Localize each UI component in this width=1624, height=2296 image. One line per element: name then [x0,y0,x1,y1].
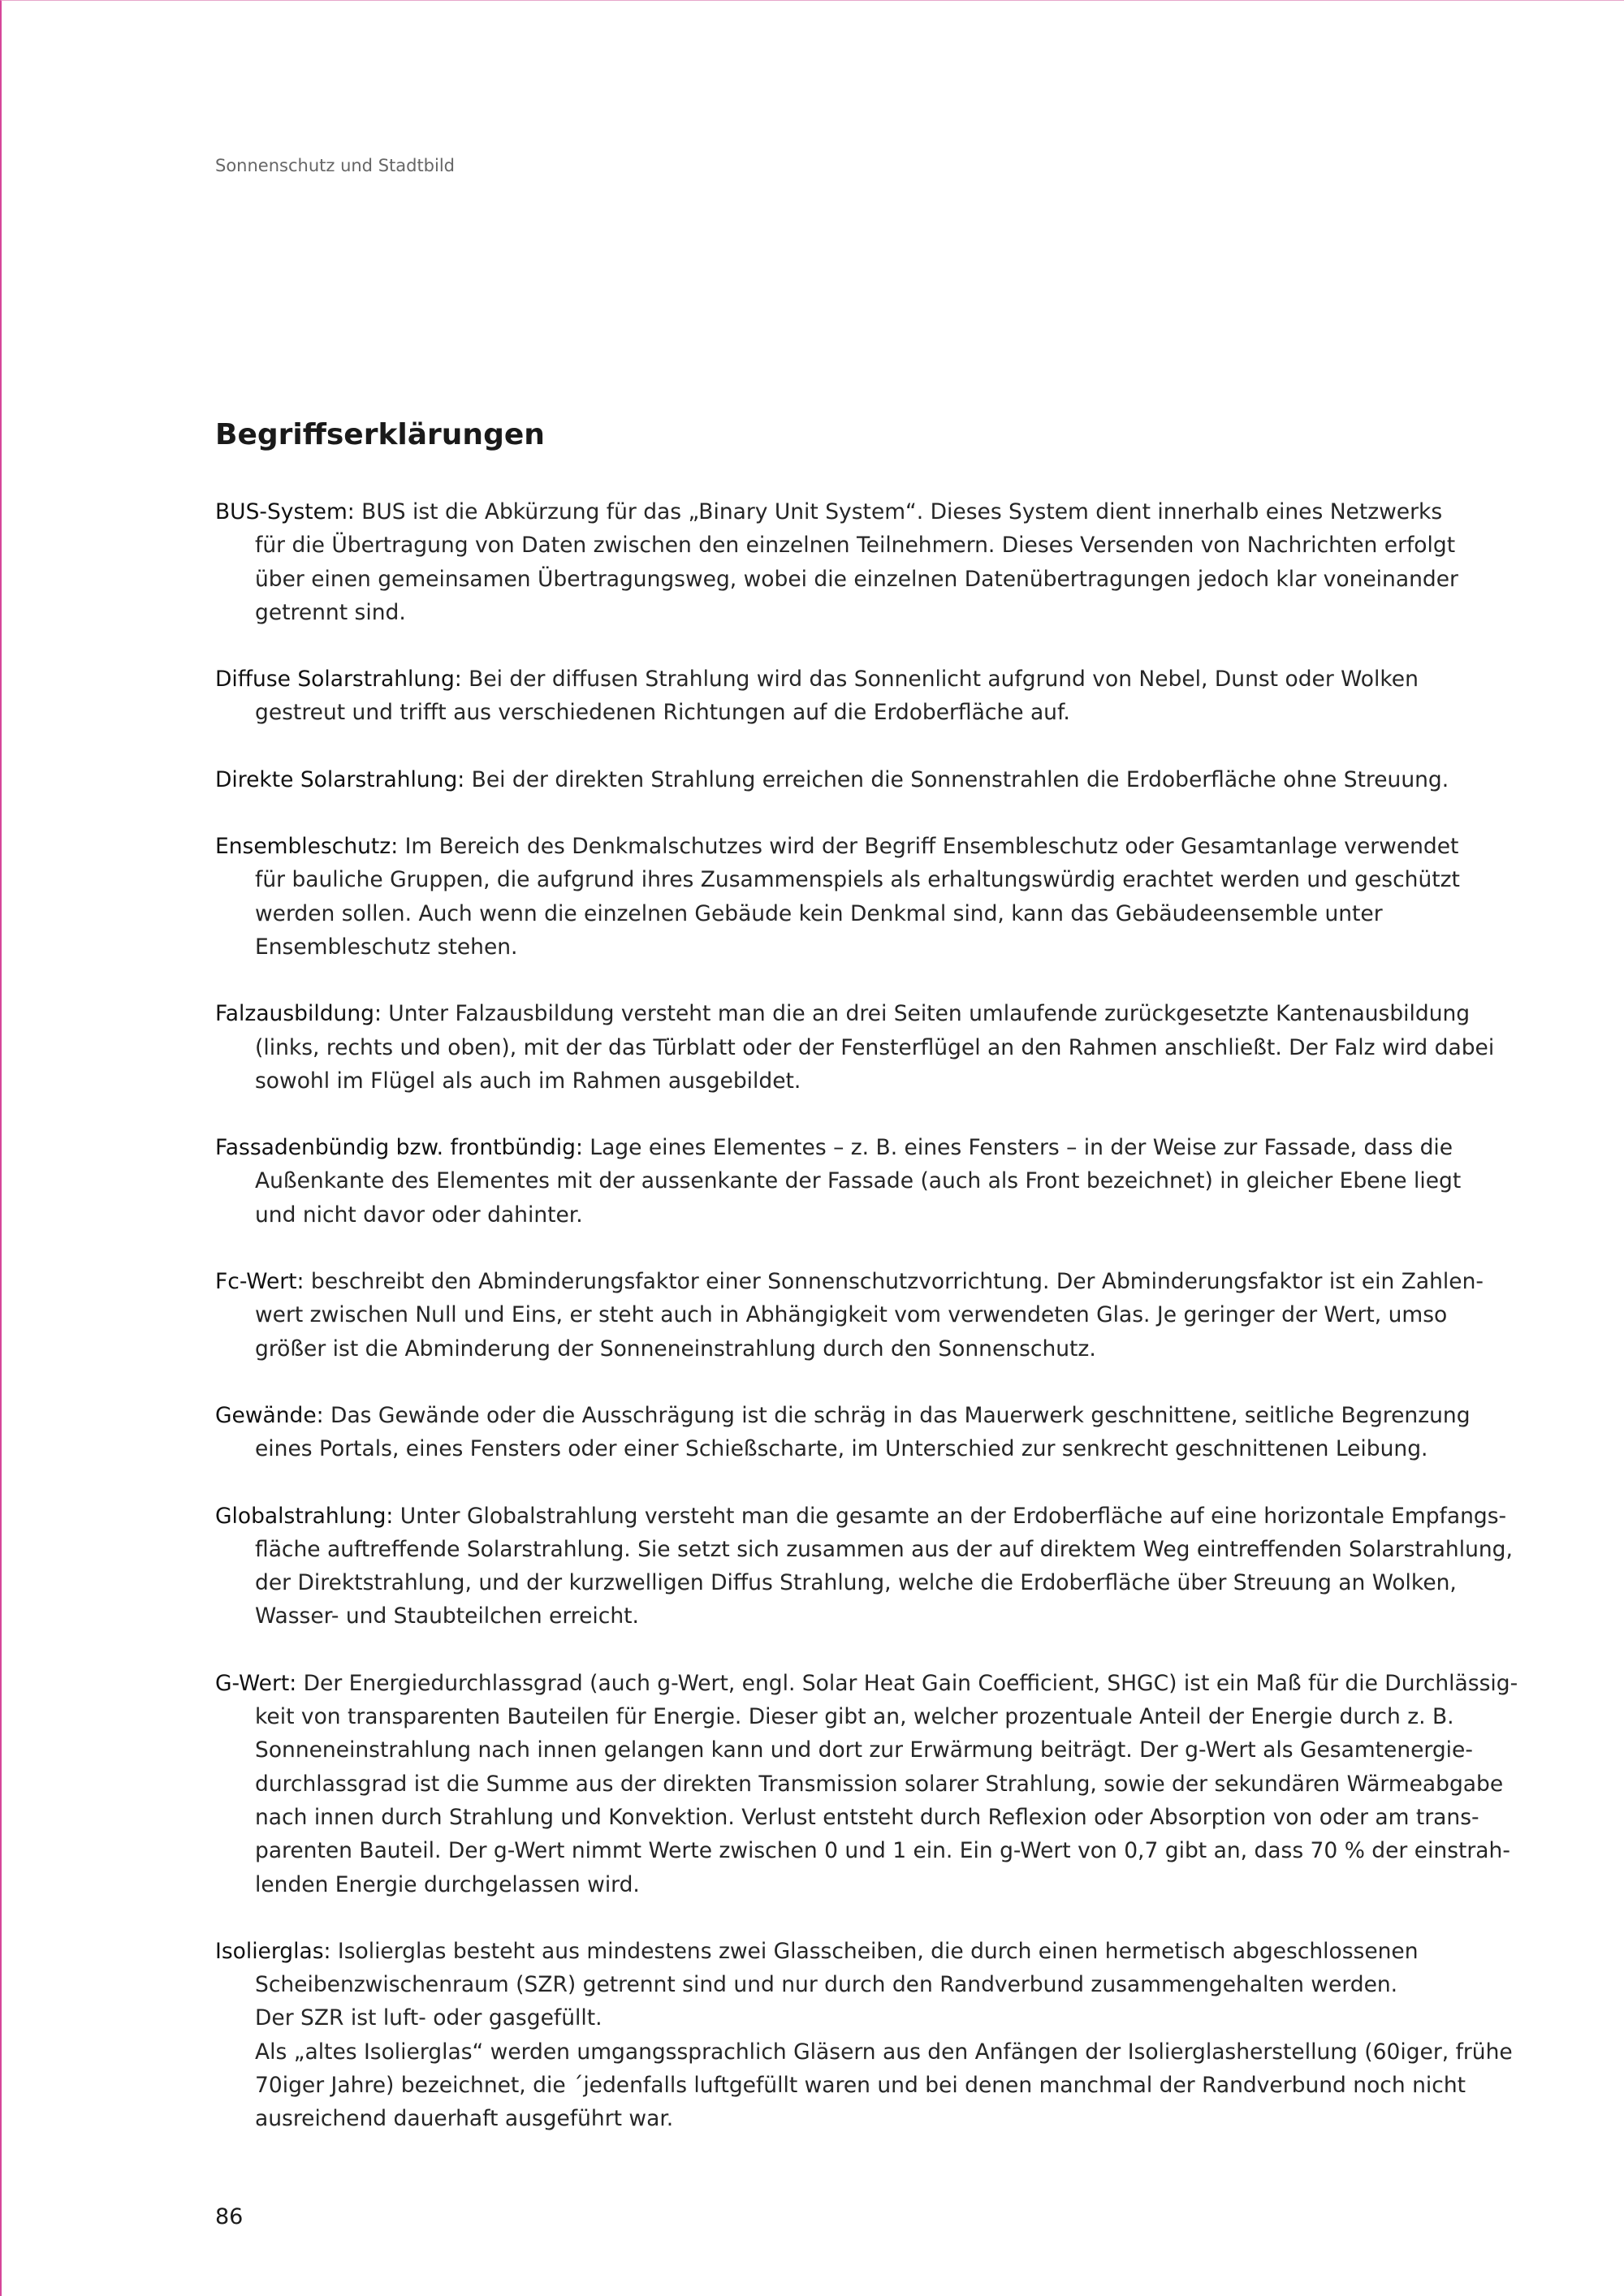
entry-continuation-line [215,563,1458,596]
definition-text: für die Übertragung von Daten zwischen den einzelnen Teilnehmern. Dieses Versenden von Nachrichten erfolgt [255,533,1456,559]
glossary-entry [215,830,1460,964]
entry-first-line [215,1500,1507,1533]
entry-continuation-line [215,1064,1433,1098]
definition-text: Das Gewände oder die Ausschrägung ist die schräg in das Mauerwerk geschnittene, seitliche Begrenzung [323,1402,1471,1428]
glossary-term: Direkte Solarstrahlung: [215,766,465,792]
definition-text: Als „altes Isolierglas“ werden umgangssprachlich Gläsern aus den Anfängen der Isolierglasherstellung (60iger, frühe [255,2039,1513,2065]
definition-text: fläche auftreffende Solarstrahlung. Sie setzt sich zusammen aus der auf direktem Weg eintreffenden Solarstrahlung, [255,1536,1513,1562]
entry-continuation-line [215,930,1433,964]
glossary-term: Ensembleschutz: [215,834,399,860]
definition-text: durchlassgrad ist die Summe aus der direkten Transmission solarer Strahlung, sowie der sekundären Wärmeabgabe [255,1771,1504,1797]
running-header: Sonnenschutz und Stadtbild [215,156,456,175]
entry-first-line [215,830,1459,863]
entry-first-line [215,1399,1471,1432]
glossary-term: BUS-System: [215,499,355,524]
definition-text: Unter Globalstrahlung versteht man die gesamte an der Erdoberfläche auf eine horizontale Empfangs- [393,1503,1507,1529]
page-number: 86 [215,2204,244,2229]
definition-text: Unter Falzausbildung versteht man die an drei Seiten umlaufende zurückgesetzte Kantenausbildung [381,1001,1471,1027]
entry-continuation-line [215,1533,1513,1566]
definition-text: Scheibenzwischenraum (SZR) getrennt sind und nur durch den Randverbund zusammengehalten werden. [255,1972,1398,1998]
entry-continuation-line [215,2069,1466,2102]
entry-first-line [215,997,1471,1030]
entry-continuation-line [215,1332,1433,1366]
entry-continuation-line [215,1968,1433,2001]
entry-continuation-line [215,2035,1513,2069]
definition-text: Lage eines Elementes – z. B. eines Fensters – in der Weise zur Fassade, dass die [582,1135,1453,1161]
entry-continuation-line [215,1868,1433,1901]
entry-continuation-line [215,1031,1495,1064]
definition-text: getrennt sind. [255,599,406,625]
glossary-entry [215,495,1458,629]
glossary-entry [215,1399,1471,1466]
entry-continuation-line [215,1432,1433,1465]
definition-text: Der Energiedurchlassgrad (auch g-Wert, engl. Solar Heat Gain Coefficient, SHGC) ist ein Maß für die Durchlässig- [296,1670,1518,1696]
entry-continuation-line [215,1298,1448,1331]
entry-continuation-line [215,1164,1462,1198]
glossary-entry [215,1935,1513,2136]
glossary-entry [215,763,1449,796]
definition-text: ausreichend dauerhaft ausgeführt war. [255,2106,674,2132]
definition-text: Ensembleschutz stehen. [255,934,518,960]
glossary-term: Globalstrahlung: [215,1503,394,1529]
definition-text: größer ist die Abminderung der Sonneneinstrahlung durch den Sonnenschutz. [255,1336,1096,1362]
definition-text: Außenkante des Elementes mit der aussenkante der Fassade (auch als Front bezeichnet) in gleicher Ebene liegt [255,1168,1462,1194]
entry-continuation-line [215,1767,1504,1801]
definition-text: wert zwischen Null und Eins, er steht auch in Abhängigkeit vom verwendeten Glas. Je geringer der Wert, umso [255,1302,1448,1328]
entry-first-line [215,1265,1484,1298]
definition-text: Im Bereich des Denkmalschutzes wird der Begriff Ensembleschutz oder Gesamtanlage verwendet [398,834,1459,860]
entry-continuation-line [215,1599,1433,1633]
definition-text: Isolierglas besteht aus mindestens zwei Glasscheiben, die durch einen hermetisch abgeschlossenen [330,1938,1419,1964]
page-title: Begriffserklärungen [215,418,545,451]
entry-continuation-line [215,1198,1433,1232]
entry-continuation-line [215,529,1456,562]
entry-continuation-line [215,2001,1433,2035]
definition-text: BUS ist die Abkürzung für das „Binary Unit System“. Dieses System dient innerhalb eines Netzwerks [354,499,1443,524]
definition-text: Der SZR ist luft- oder gasgefüllt. [255,2005,603,2031]
definition-text: (links, rechts und oben), mit der das Türblatt oder der Fensterflügel an den Rahmen anschließt. Der Falz wird dabei [255,1034,1495,1060]
glossary-list [215,495,1518,2169]
definition-text: lenden Energie durchgelassen wird. [255,1871,640,1897]
definition-text: Bei der diffusen Strahlung wird das Sonnenlicht aufgrund von Nebel, Dunst oder Wolken [461,667,1419,693]
glossary-entry [215,1500,1513,1634]
definition-text: über einen gemeinsamen Übertragungsweg, wobei die einzelnen Datenübertragungen jedoch klar voneinander [255,566,1458,592]
definition-text: werden sollen. Auch wenn die einzelnen Gebäude kein Denkmal sind, kann das Gebäudeensemble unter [255,900,1383,926]
entry-continuation-line [215,696,1433,729]
definition-text: gestreut und trifft aus verschiedenen Richtungen auf die Erdoberfläche auf. [255,700,1070,726]
entry-first-line [215,1131,1453,1164]
definition-text: sowohl im Flügel als auch im Rahmen ausgebildet. [255,1068,801,1094]
entry-continuation-line [215,596,1433,629]
glossary-term: Fc-Wert: [215,1269,304,1295]
entry-first-line [215,662,1433,696]
entry-continuation-line [215,863,1460,896]
glossary-term: Falzausbildung: [215,1001,382,1027]
entry-first-line [215,1667,1518,1700]
definition-text: Wasser- und Staubteilchen erreicht. [255,1603,639,1629]
entry-first-line [215,495,1443,529]
entry-continuation-line [215,1801,1479,1834]
glossary-term: G-Wert: [215,1670,297,1696]
glossary-entry [215,1131,1462,1232]
entry-first-line [215,1935,1433,1968]
entry-continuation-line [215,2102,1433,2135]
definition-text: nach innen durch Strahlung und Konvektion. Verlust entsteht durch Reflexion oder Absorption von oder am trans- [255,1804,1479,1830]
definition-text: 70iger Jahre) bezeichnet, die ´jedenfalls luftgefüllt waren und bei denen manchmal der Randverbund noch nicht [255,2072,1466,2098]
glossary-term: Isolierglas: [215,1938,331,1964]
definition-text: und nicht davor oder dahinter. [255,1202,583,1228]
definition-text: für bauliche Gruppen, die aufgrund ihres Zusammenspiels als erhaltungswürdig erachtet werden und geschützt [255,867,1460,893]
glossary-entry [215,1667,1518,1901]
entry-continuation-line [215,897,1433,930]
definition-text: der Direktstrahlung, und der kurzwelligen Diffus Strahlung, welche die Erdoberfläche über Streuung an Wolken, [255,1570,1457,1596]
definition-text: parenten Bauteil. Der g-Wert nimmt Werte zwischen 0 und 1 ein. Ein g-Wert von 0,7 gibt an, dass 70 % der einstrah- [255,1838,1510,1864]
glossary-entry [215,662,1433,730]
entry-continuation-line [215,1834,1510,1867]
glossary-entry [215,997,1495,1098]
definition-text: Sonneneinstrahlung nach innen gelangen kann und dort zur Erwärmung beiträgt. Der g-Wert als Gesamtenergie- [255,1737,1473,1763]
entry-continuation-line [215,1733,1473,1767]
entry-continuation-line [215,1700,1454,1733]
entry-first-line [215,763,1449,796]
glossary-term: Gewände: [215,1402,324,1428]
glossary-entry [215,1265,1484,1366]
entry-continuation-line [215,1566,1457,1599]
definition-text: beschreibt den Abminderungsfaktor einer Sonnenschutzvorrichtung. Der Abminderungsfaktor ist ein Zahlen- [304,1269,1484,1295]
definition-text: eines Portals, eines Fensters oder einer Schießscharte, im Unterschied zur senkrecht geschnittenen Leibung. [255,1436,1428,1462]
definition-text: Bei der direkten Strahlung erreichen die Sonnenstrahlen die Erdoberfläche ohne Streuung. [464,766,1449,792]
glossary-term: Diffuse Solarstrahlung: [215,667,462,693]
definition-text: keit von transparenten Bauteilen für Energie. Dieser gibt an, welcher prozentuale Anteil der Energie durch z. B. [255,1704,1454,1730]
glossary-term: Fassadenbündig bzw. frontbündig: [215,1135,583,1161]
